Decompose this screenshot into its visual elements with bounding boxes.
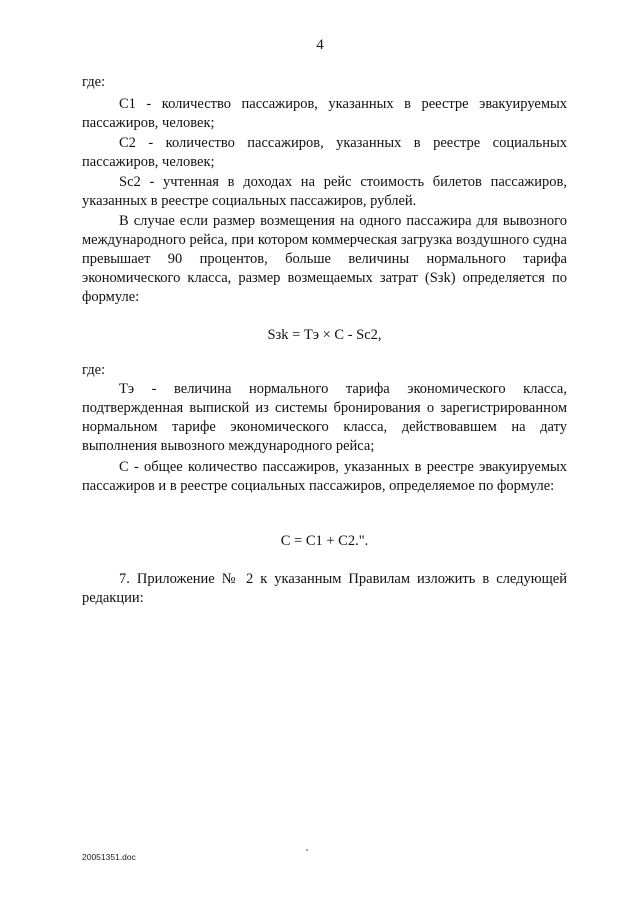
formula-2-text: С = С1 + С2.". bbox=[280, 533, 369, 549]
sc2-definition bbox=[82, 173, 567, 211]
te-definition-text: Тэ - величина нормального тарифа экономического класса, подтвержденная выпиской из системы бронирования о зарегистрированном нормальном тарифе экономического класса, действовавшем на дату выполнения вывозного международного рейса; bbox=[82, 381, 567, 454]
c2-definition-text: С2 - количество пассажиров, указанных в реестре социальных пассажиров, человек; bbox=[82, 135, 567, 170]
page-number: 4 bbox=[316, 37, 324, 53]
case-paragraph-text: В случае если размер возмещения на одного пассажира для вывозного международного рейса, при котором коммерческая загрузка воздушного судна превышает 90 процентов, больше величины нормального тарифа экономического класса, размер возмещаемых затрат (Sзk) определяется по формуле: bbox=[82, 213, 567, 305]
c-definition bbox=[82, 458, 567, 496]
sc2-definition-text: Sc2 - учтенная в доходах на рейс стоимость билетов пассажиров, указанных в реестре социальных пассажиров, рублей. bbox=[82, 174, 567, 209]
case-paragraph bbox=[82, 212, 567, 307]
item-7-text: 7. Приложение № 2 к указанным Правилам изложить в следующей редакции: bbox=[82, 571, 567, 606]
where-text: где: bbox=[82, 74, 106, 90]
c1-definition bbox=[82, 95, 567, 133]
where-label-1 bbox=[82, 73, 567, 92]
c1-definition-text: С1 - количество пассажиров, указанных в реестре эвакуируемых пассажиров, человек; bbox=[82, 96, 567, 131]
c2-definition bbox=[82, 134, 567, 172]
formula-2 bbox=[82, 532, 567, 551]
te-definition bbox=[82, 380, 567, 456]
scan-dot bbox=[306, 849, 308, 851]
formula-1-text: Sзk = Тэ × С - Sc2, bbox=[267, 327, 382, 343]
where-label-2 bbox=[82, 361, 567, 380]
formula-1 bbox=[82, 326, 567, 345]
where-text-2: где: bbox=[82, 362, 106, 378]
item-7 bbox=[82, 570, 567, 608]
footer-filename: 20051351.doc bbox=[82, 852, 136, 862]
c-definition-text: С - общее количество пассажиров, указанных в реестре эвакуируемых пассажиров и в реестре социальных пассажиров, определяемое по формуле: bbox=[82, 459, 567, 494]
